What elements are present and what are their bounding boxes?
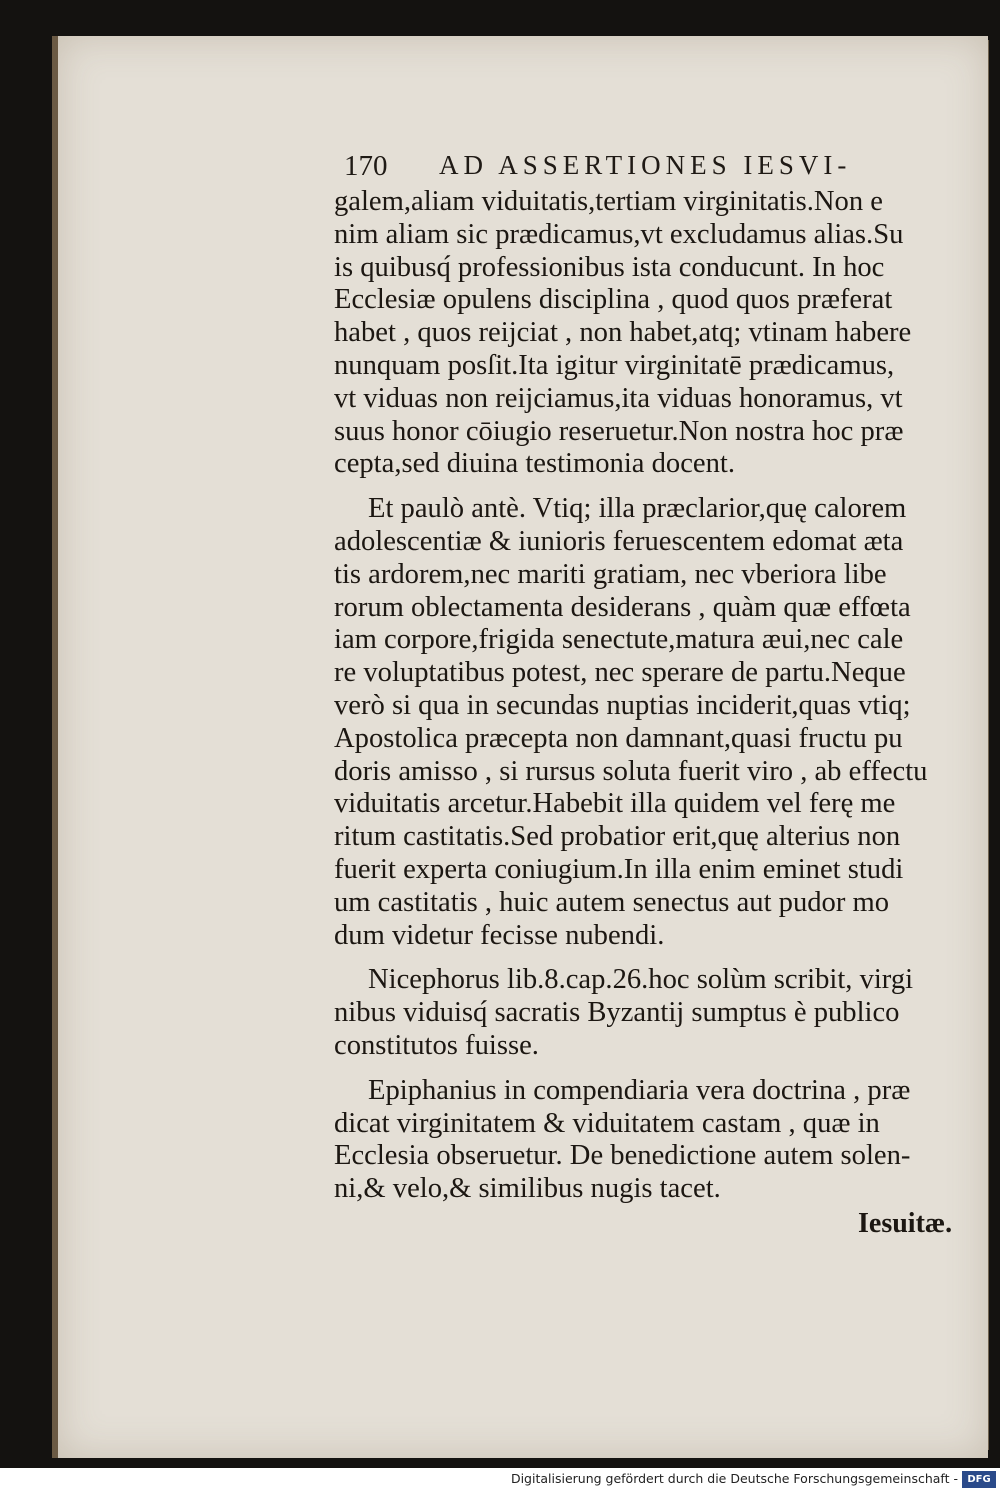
text-line: vt viduas non reijciamus,ita viduas honoramus, vt (334, 382, 903, 414)
running-title: AD ASSERTIONES IESVI- (439, 150, 852, 180)
text-line: re voluptatibus potest, nec sperare de partu.Neque (334, 657, 906, 689)
text-line: cepta,sed diuina testimonia docent. (334, 448, 735, 480)
text-line: ni,& velo,& similibus nugis tacet. (334, 1173, 721, 1205)
dfg-logo: DFG (962, 1471, 996, 1488)
text-line: tis ardorem,nec mariti gratiam, nec vberiora libe (334, 558, 887, 590)
text-line: rorum oblectamenta desiderans , quàm quæ effœta (334, 591, 911, 623)
text-line: verò si qua in secundas nuptias inciderit,quas vtiq; (334, 689, 911, 721)
paragraph-start-line: Nicephorus lib.8.cap.26.hoc solùm scribit, virgi (368, 964, 914, 996)
text-line: nibus viduisq́ sacratis Byzantij sumptus è publico (334, 997, 900, 1029)
text-line: um castitatis , huic autem senectus aut pudor mo (334, 886, 890, 918)
footer-bar (0, 1468, 1000, 1493)
paragraph-start-line: Epiphanius in compendiaria vera doctrina , præ (368, 1074, 911, 1106)
text-line: dum videtur fecisse nubendi. (334, 919, 665, 951)
catchword: Iesuitæ. (858, 1208, 953, 1239)
text-line: adolescentiæ & iunioris feruescentem edomat æta (334, 525, 904, 557)
text-line: habet , quos reijciat , non habet,atq; vtinam habere (334, 317, 912, 349)
text-line: nim aliam sic prædicamus,vt excludamus alias.Su (334, 218, 904, 250)
page-header (344, 150, 954, 188)
text-line: dicat virginitatem & viduitatem castam , quæ in (334, 1107, 880, 1139)
text-line: Ecclesiæ opulens disciplina , quod quos præferat (334, 284, 893, 316)
text-line: galem,aliam viduitatis,tertiam virginitatis.Non e (334, 186, 883, 217)
text-line: is quibusq́ professionibus ista conducunt. In hoc (334, 251, 885, 283)
text-line: doris amisso , si rursus soluta fuerit viro , ab effectu (334, 755, 928, 787)
funding-credit: Digitalisierung gefördert durch die Deutsche Forschungsgemeinschaft - (510, 1471, 958, 1486)
text-line: Ecclesia obseruetur. De benedictione autem solen- (334, 1140, 911, 1172)
text-line: suus honor cōiugio reseruetur.Non nostra hoc præ (334, 415, 904, 447)
body-text (334, 186, 959, 1206)
text-line: ritum castitatis.Sed probatior erit,quę alterius non (334, 821, 901, 853)
text-line: fuerit experta coniugium.In illa enim eminet studi (334, 853, 904, 885)
paragraph-start-line: Et paulò antè. Vtiq; illa præclarior,quę calorem (368, 493, 907, 525)
text-line: Apostolica præcepta non damnant,quasi fructu pu (334, 722, 903, 754)
text-line: nunquam posſit.Ita igitur virginitatē prædicamus, (334, 349, 895, 381)
text-line: iam corpore,frigida senectute,matura æui,nec cale (334, 624, 904, 656)
text-line: viduitatis arcetur.Habebit illa quidem vel ferę me (334, 788, 896, 820)
page-number: 170 (344, 150, 388, 182)
text-line: constitutos fuisse. (334, 1029, 539, 1061)
